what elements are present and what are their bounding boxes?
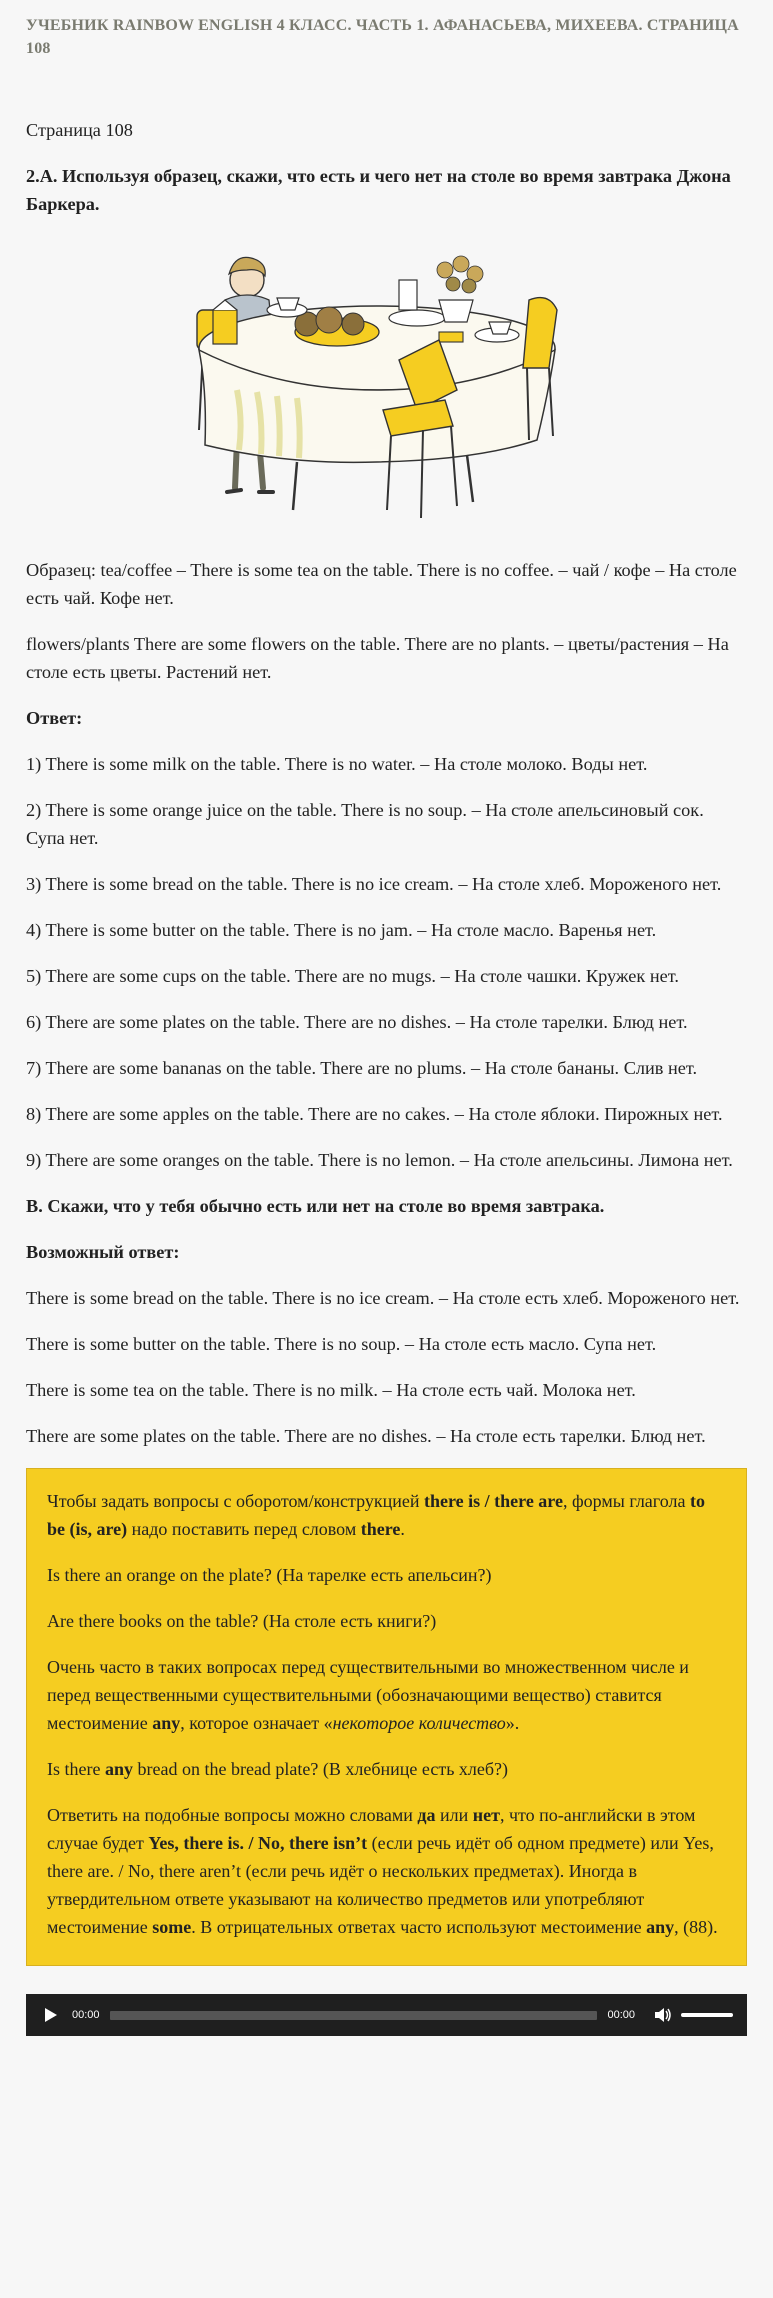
list-item: 5) There are some cups on the table. There are no mugs. – На столе чашки. Кружек нет. [26, 966, 679, 986]
flower-vase [437, 256, 483, 322]
answer-heading: Ответ: [26, 708, 83, 728]
note-text: bread on the bread plate? (В хлебнице есть хлеб?) [133, 1759, 509, 1779]
task-b-heading: В. Скажи, что у тебя обычно есть или нет на столе во время завтрака. [26, 1196, 605, 1216]
volume-slider[interactable] [681, 2013, 733, 2017]
list-item: There is some bread on the table. There is no ice cream. – На столе есть хлеб. Мороженого нет. [26, 1288, 740, 1308]
task-a-heading: 2.А. Используя образец, скажи, что есть и чего нет на столе во время завтрака Джона Баркера. [26, 166, 731, 214]
grammar-note-box [26, 1468, 747, 1966]
example-1: Образец: tea/coffee – There is some tea on the table. There is no coffee. – чай / кофе – На столе есть чай. Кофе нет. [26, 560, 737, 608]
note-bold: да [417, 1805, 436, 1825]
volume-icon[interactable] [653, 2005, 673, 2025]
duration: 00:00 [607, 2009, 635, 2021]
note-text: надо поставить перед словом [127, 1519, 361, 1539]
list-item: 3) There is some bread on the table. There is no ice cream. – На столе хлеб. Мороженого нет. [26, 874, 722, 894]
note-text: или [435, 1805, 473, 1825]
milk-carton [213, 300, 237, 344]
note-paragraph: Are there books on the table? (На столе есть книги?) [47, 1611, 437, 1631]
possible-answer-heading: Возможный ответ: [26, 1242, 180, 1262]
page-title: УЧЕБНИК RAINBOW ENGLISH 4 КЛАСС. ЧАСТЬ 1. АФАНАСЬЕВА, МИХЕЕВА. СТРАНИЦА 108 [26, 17, 739, 57]
list-item: There is some tea on the table. There is no milk. – На столе есть чай. Молока нет. [26, 1380, 636, 1400]
note-bold: нет [472, 1805, 500, 1825]
breakfast-illustration [177, 240, 597, 540]
note-bold: Yes, there is. / No, there isn’t [148, 1833, 368, 1853]
example-2: flowers/plants There are some flowers on the table. There are no plants. – цветы/растения – На столе есть цветы. Растений нет. [26, 634, 729, 682]
note-bold: some [152, 1917, 192, 1937]
list-item: 7) There are some bananas on the table. There are no plums. – На столе бананы. Слив нет. [26, 1058, 698, 1078]
note-italic: некоторое количество [332, 1713, 506, 1733]
page-label: Страница 108 [26, 120, 133, 140]
list-item: 9) There are some oranges on the table. There is no lemon. – На столе апельсины. Лимона нет. [26, 1150, 733, 1170]
juice-box [399, 280, 417, 310]
note-paragraph [47, 1487, 726, 1543]
answers-list [26, 750, 747, 1174]
cup [489, 322, 511, 334]
note-paragraph: Is there an orange on the plate? (На тарелке есть апельсин?) [47, 1565, 492, 1585]
list-item: 6) There are some plates on the table. There are no dishes. – На столе тарелки. Блюд нет. [26, 1012, 688, 1032]
play-icon [44, 2007, 58, 2023]
cup [277, 298, 299, 310]
note-text: , которое означает « [180, 1713, 333, 1733]
note-bold: any [646, 1917, 675, 1937]
list-item: 1) There is some milk on the table. There is no water. – На столе молоко. Воды нет. [26, 754, 648, 774]
note-text: . [400, 1519, 405, 1539]
note-paragraph [47, 1653, 726, 1737]
note-text: (если речь идёт об одном предмете) или Yes, there are. / No, there aren’t (если речь идёт о нескольких предметах). Иногда в утвердительном ответе указывают на количество предметов или употребляют местоимение [47, 1833, 714, 1937]
note-text: . В отрицательных ответах часто используют местоимение [191, 1917, 647, 1937]
list-item: 4) There is some butter on the table. There is no jam. – На столе масло. Варенья нет. [26, 920, 657, 940]
note-text: , что по-английски в этом случае будет [47, 1805, 696, 1853]
audio-player [26, 1994, 747, 2036]
current-time: 00:00 [72, 2009, 100, 2021]
note-paragraph [47, 1755, 726, 1783]
play-button[interactable] [40, 2004, 62, 2026]
list-item: There is some butter on the table. There is no soup. – На столе есть масло. Супа нет. [26, 1334, 657, 1354]
note-text: Ответить на подобные вопросы можно словами [47, 1805, 418, 1825]
note-bold: there is / there are [424, 1491, 563, 1511]
note-bold: to be (is, are) [47, 1491, 705, 1539]
list-item: 8) There are some apples on the table. There are no cakes. – На столе яблоки. Пирожных нет. [26, 1104, 723, 1124]
list-item: 2) There is some orange juice on the table. There is no soup. – На столе апельсиновый сок. Супа нет. [26, 800, 704, 848]
seek-bar[interactable] [110, 2011, 598, 2020]
list-item: There are some plates on the table. There are no dishes. – На столе есть тарелки. Блюд нет. [26, 1426, 706, 1446]
butter [439, 332, 463, 342]
note-text: ». [505, 1713, 520, 1733]
note-text: , (88). [674, 1917, 718, 1937]
note-text: Чтобы задать вопросы с оборотом/конструкцией [47, 1491, 424, 1511]
note-bold: there [360, 1519, 401, 1539]
note-bold: any [152, 1713, 181, 1733]
note-bold: any [104, 1759, 133, 1779]
article-content [26, 116, 747, 2036]
note-text: Очень часто в таких вопросах перед существительными во множественном числе и перед вещественными существительными (обозначающими вещество) ставится местоимение [47, 1657, 689, 1733]
note-paragraph [47, 1801, 726, 1941]
note-text: , формы глагола [562, 1491, 690, 1511]
plate [389, 310, 445, 326]
possible-answers-list [26, 1284, 747, 1450]
note-text: Is there [47, 1759, 105, 1779]
